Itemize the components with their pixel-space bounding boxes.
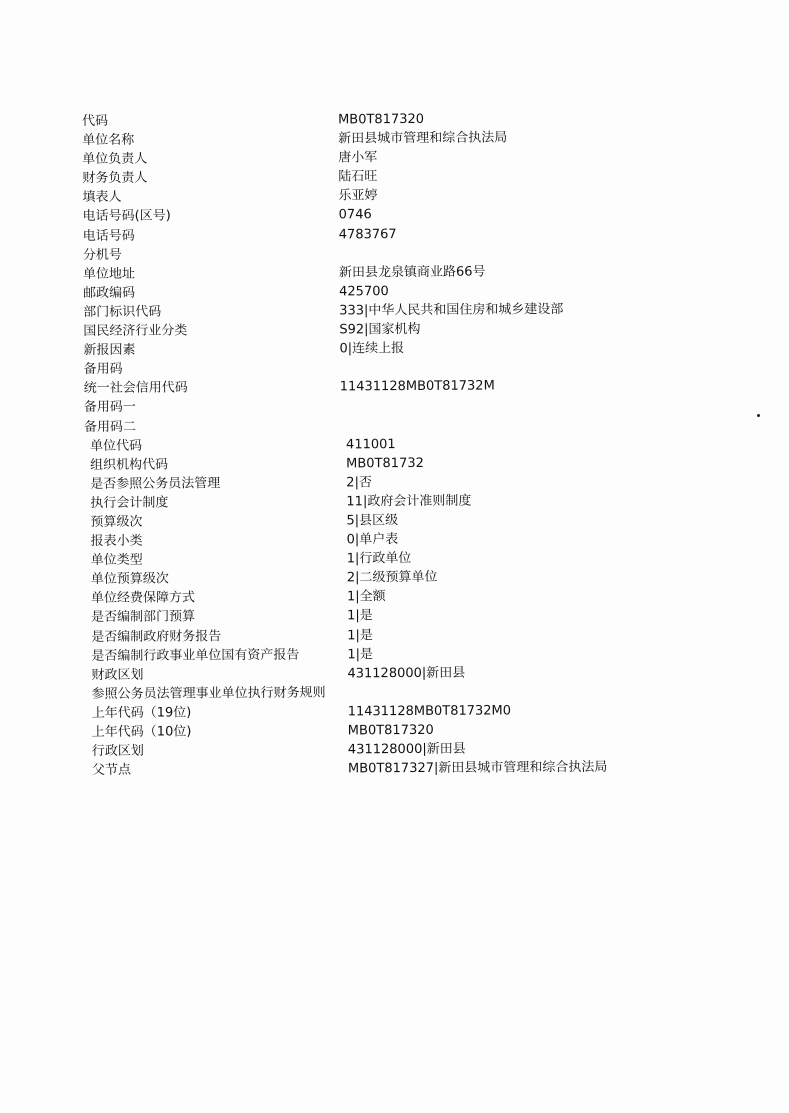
field-label: 单位类型 (90, 552, 143, 569)
field-value: 11431128MB0T81732M0 (347, 703, 512, 720)
field-label: 单位经费保障方式 (90, 590, 196, 607)
field-value: 新田县龙泉镇商业路66号 (338, 264, 486, 281)
field-value: 411001 (345, 436, 396, 452)
field-value: 333|中华人民共和国住房和城乡建设部 (339, 302, 564, 319)
scan-speck (757, 414, 760, 417)
field-value: 1|是 (347, 627, 373, 643)
field-value: 431128000|新田县 (347, 665, 466, 682)
field-label: 财政区划 (91, 667, 144, 683)
field-value: 431128000|新田县 (347, 741, 466, 758)
field-value: 1|是 (347, 608, 373, 624)
field-value: S92|国家机构 (339, 321, 421, 338)
field-value: 唐小军 (338, 150, 378, 166)
field-label: 财务负责人 (82, 170, 148, 187)
info-table (82, 108, 706, 780)
field-label: 行政区划 (91, 743, 144, 760)
field-label: 是否编制行政事业单位国有资产报告 (91, 647, 300, 664)
field-value: 1|是 (347, 646, 374, 663)
field-label: 备用码一 (83, 400, 136, 416)
field-value: 陆石旺 (338, 169, 378, 185)
field-value: MB0T817320 (347, 722, 434, 739)
field-label: 是否参照公务员法管理 (90, 475, 221, 492)
field-label: 父节点 (91, 762, 132, 779)
field-label: 单位名称 (82, 132, 135, 149)
field-label: 分机号 (82, 247, 122, 263)
field-value: 5|县区级 (346, 513, 399, 529)
field-value: MB0T817327|新田县城市管理和综合执法局 (347, 759, 608, 777)
field-value: 2|否 (346, 475, 372, 491)
field-value: 新田县城市管理和综合执法局 (338, 130, 508, 147)
field-label: 单位地址 (82, 266, 136, 282)
field-label: 上年代码（19位) (91, 705, 192, 721)
field-value: 1|全额 (346, 589, 386, 605)
field-label: 参照公务员法管理事业单位执行财务规则 (91, 685, 326, 702)
field-value: 11431128MB0T81732M (339, 378, 495, 395)
field-value: 2|二级预算单位 (346, 570, 438, 586)
field-label: 新报因素 (83, 342, 136, 359)
field-label: 部门标识代码 (83, 304, 162, 320)
field-label: 报表小类 (90, 533, 143, 550)
field-label: 国民经济行业分类 (83, 323, 188, 340)
field-value: MB0T81732 (346, 455, 424, 472)
field-value: 1|行政单位 (346, 551, 412, 567)
field-label: 是否编制政府财务报告 (91, 628, 222, 645)
field-label: 组织机构代码 (90, 457, 169, 473)
field-label: 执行会计制度 (90, 495, 169, 511)
field-label: 单位预算级次 (90, 571, 169, 588)
field-label: 备用码二 (83, 419, 136, 435)
field-label: 代码 (82, 113, 109, 129)
field-value: MB0T817320 (338, 111, 425, 128)
field-label: 是否编制部门预算 (91, 609, 196, 626)
field-value: 11|政府会计准则制度 (346, 493, 472, 510)
field-label: 预算级次 (90, 514, 143, 530)
field-label: 电话号码 (82, 228, 135, 244)
row-parent-node (86, 757, 706, 780)
field-label: 单位代码 (89, 438, 143, 454)
field-value: 4783767 (338, 226, 397, 242)
field-value: 0|连续上报 (339, 341, 405, 357)
field-label: 备用码 (83, 361, 123, 378)
field-label: 填表人 (82, 190, 122, 206)
field-label: 上年代码（10位) (91, 724, 192, 740)
field-value: 乐亚婷 (338, 188, 378, 204)
field-label: 单位负责人 (82, 151, 148, 168)
field-value: 425700 (339, 283, 389, 300)
field-label: 邮政编码 (83, 285, 136, 301)
field-value: 0|单户表 (346, 532, 399, 548)
field-label: 统一社会信用代码 (83, 380, 188, 397)
field-value: 0746 (338, 207, 372, 223)
field-label: 电话号码(区号) (82, 208, 171, 225)
